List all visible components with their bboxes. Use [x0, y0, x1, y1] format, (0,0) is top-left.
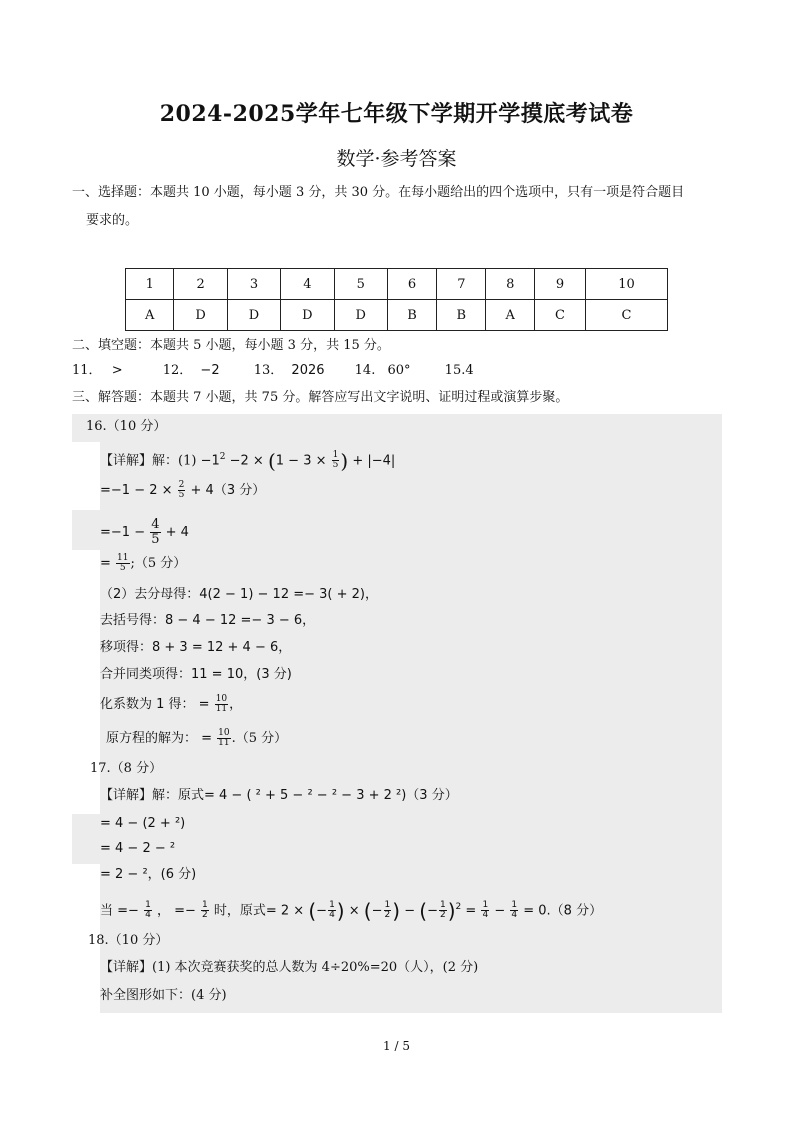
q16-line3 [100, 518, 189, 547]
fraction: $\frac{1}{4}$ [329, 900, 335, 921]
q17-line5: 当 =− $\frac{1}{4}$ ， =− $\frac{1}{2}$ 时，原式= 2 × (− $\frac{1}{4}$ ) × (− $\frac{1}{2}$ ) − (− $\frac{1}{2}$ )$^2$ = $\frac{1}{4}$ − $\frac{1}{4}$ = 0.（8 分） [100, 898, 603, 923]
q16-heading: 16.（10 分） [86, 419, 167, 434]
q16-line3-b: + 4 [165, 525, 189, 540]
q16-line9-b: ， [229, 697, 243, 712]
q17-line1: 【详解】解：原式= 4 − ( ² + 5 − ² − ² − 3 + 2 ²)（3 分） [100, 788, 458, 803]
table-cell: 7 [437, 269, 486, 300]
fraction: $\frac{1}{2}$ [384, 900, 391, 921]
q12-answer: −2 [200, 363, 220, 378]
table-cell: 10 [586, 269, 668, 300]
fraction: $\frac{1}{5}$ [332, 450, 339, 471]
q16-line9 [100, 695, 242, 714]
fraction: $\frac{1}{4}$ [145, 900, 151, 921]
table-cell: D [174, 300, 227, 331]
q16-line1 [100, 448, 396, 473]
open-paren-icon: ( [363, 898, 372, 923]
fraction: $\frac{11}{5}$ [117, 553, 129, 573]
q17-line5-h: = 0.（8 分） [523, 903, 603, 919]
fill-in-answers [72, 362, 474, 380]
answer-shade-main [100, 442, 722, 1013]
table-cell: 6 [387, 269, 436, 300]
answer-table-answer-row [126, 300, 668, 331]
q16-line1-a: −1 [200, 453, 220, 469]
q16-line2-b: + 4（3 分） [190, 483, 266, 498]
q11-answer: > [111, 363, 123, 378]
q16-line1-b: −2 × [229, 453, 264, 469]
table-cell: 4 [281, 269, 334, 300]
page-number: 1 / 5 [383, 1039, 410, 1053]
close-paren-icon: ) [336, 898, 345, 923]
q16-line4-b: ;（5 分） [130, 556, 187, 571]
q16-line10-b: .（5 分） [231, 731, 288, 746]
table-cell: 2 [174, 269, 227, 300]
q16-line4 [100, 554, 186, 573]
fraction: $\frac{1}{4}$ [511, 900, 518, 921]
q17-line5-g: − [494, 903, 506, 919]
answer-table-number-row [126, 269, 668, 300]
q17-heading: 17.（8 分） [90, 761, 163, 776]
q17-line5-c: 时，原式= 2 × [213, 903, 305, 919]
fraction: $\frac{10}{11}$ [218, 728, 230, 748]
exponent: 2 [219, 452, 226, 462]
q16-line1-d: + |−4| [352, 453, 396, 469]
section1-line2: 要求的。 [86, 213, 139, 228]
open-paren-icon: ( [308, 898, 317, 923]
page-subtitle: 数学·参考答案 [336, 148, 457, 170]
q17-line5-b: ， =− [156, 903, 196, 919]
q11-number: 11． [72, 363, 102, 378]
fraction: $\frac{1}{2}$ [202, 900, 208, 921]
q12-number: 12． [162, 363, 193, 378]
q17-line4: = 2 − ²，(6 分) [100, 867, 197, 882]
fraction: $\frac{10}{11}$ [215, 694, 228, 714]
table-cell: 8 [486, 269, 534, 300]
table-cell: A [486, 300, 534, 331]
q16-line10-a: 原方程的解为： = [106, 731, 213, 746]
fraction: $\frac{1}{2}$ [439, 900, 446, 921]
q16-line3-a: =−1 − [100, 525, 146, 540]
table-cell: D [227, 300, 280, 331]
q13-answer: 2026 [291, 363, 325, 378]
section1-line1: 一、选择题：本题共 10 小题，每小题 3 分，共 30 分。在每小题给出的四个选项中，只有一项是符合题目 [72, 185, 685, 200]
table-cell: A [126, 300, 174, 331]
table-cell: B [437, 300, 486, 331]
table-cell: D [281, 300, 334, 331]
q14-answer: 60° [387, 363, 411, 378]
answer-shade-top [72, 414, 722, 442]
q16-line6: 去括号得：8 − 4 − 12 =− 3 − 6， [100, 613, 316, 628]
q16-line7: 移项得：8 + 3 = 12 + 4 − 6， [100, 640, 292, 655]
section3-header: 三、解答题：本题共 7 小题，共 75 分。解答应写出文字说明、证明过程或演算步聚。 [72, 390, 569, 405]
answer-shade-left-2 [72, 814, 100, 864]
q16-line8: 合并同类项得：11 = 10，(3 分) [100, 667, 292, 682]
table-cell: 3 [227, 269, 280, 300]
q18-line1: 【详解】(1) 本次竞赛获奖的总人数为 4÷20%=20（人），(2 分) [100, 960, 479, 975]
q17-line5-d: × [348, 903, 360, 919]
q16-line10 [106, 729, 287, 748]
open-paren-icon: ( [267, 448, 276, 473]
table-cell: C [586, 300, 668, 331]
q16-line2 [100, 481, 265, 500]
q18-line2: 补全图形如下：(4 分) [100, 988, 227, 1003]
q17-line2: = 4 − (2 + ²) [100, 816, 186, 831]
q16-line1-prefix: 【详解】解：(1) [100, 453, 197, 469]
fraction: $\frac{2}{5}$ [178, 480, 185, 500]
fraction: $\frac{1}{4}$ [482, 900, 489, 921]
q16-line1-c: 1 − 3 × [275, 453, 327, 469]
table-cell: 1 [126, 269, 174, 300]
table-cell: 9 [534, 269, 585, 300]
close-paren-icon: ) [392, 898, 401, 923]
q14-number: 14. [354, 363, 376, 378]
q17-line5-f: = [465, 903, 477, 919]
q15-answer: 15.4 [444, 363, 474, 378]
q17-line5-e: − [404, 903, 416, 919]
open-paren-icon: ( [419, 898, 428, 923]
q17-line3: = 4 − 2 − ² [100, 841, 176, 856]
close-paren-icon: ) [340, 448, 349, 473]
table-cell: C [534, 300, 585, 331]
q16-line2-a: =−1 − 2 × [100, 483, 173, 498]
fraction: $\frac{4}{5}$ [151, 517, 160, 547]
answer-table [125, 268, 668, 331]
table-cell: D [334, 300, 387, 331]
q17-line5-a: 当 =− [100, 903, 139, 919]
section2-header: 二、填空题：本题共 5 小题，每小题 3 分，共 15 分。 [72, 338, 390, 353]
page-title: 2024-2025学年七年级下学期开学摸底考试卷 [159, 101, 634, 127]
q16-line4-a: = [100, 556, 111, 571]
q16-line9-a: 化系数为 1 得： = [100, 697, 210, 712]
q18-heading: 18.（10 分） [88, 933, 169, 948]
q13-number: 13． [253, 363, 284, 378]
answer-shade-left-1 [72, 510, 100, 550]
q16-line5: （2）去分母得：4(2 − 1) − 12 =− 3( + 2)， [100, 587, 378, 602]
table-cell: B [387, 300, 436, 331]
table-cell: 5 [334, 269, 387, 300]
exponent: 2 [455, 902, 462, 912]
close-paren-icon: ) [447, 898, 456, 923]
